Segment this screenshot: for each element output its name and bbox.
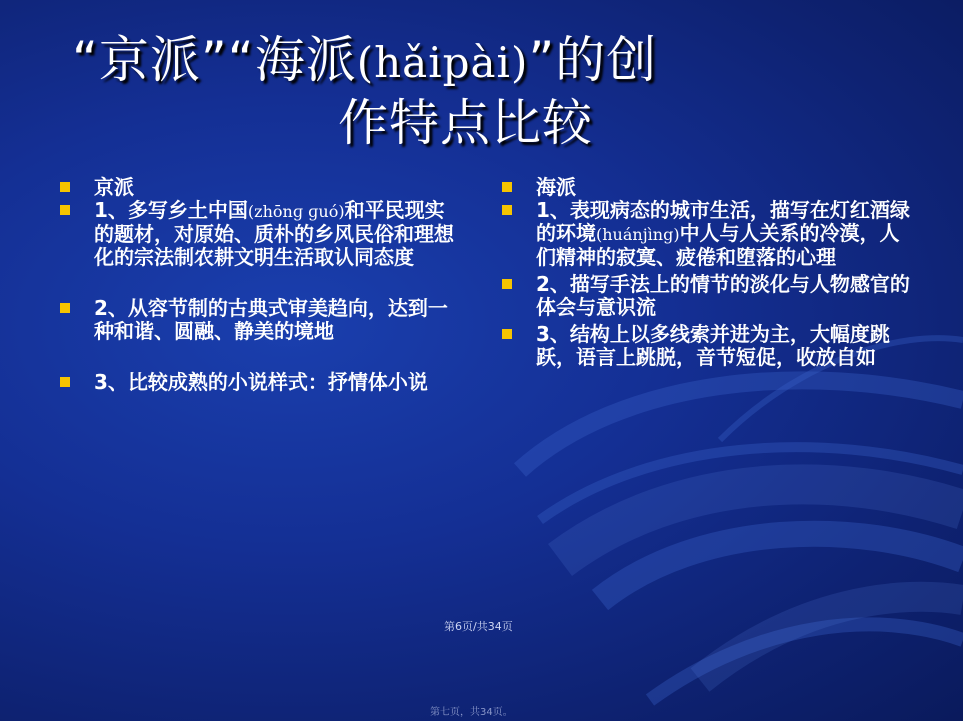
square-bullet-icon	[60, 377, 70, 387]
list-item-text: 3、比较成熟的小说样式：抒情体小说	[94, 370, 428, 394]
page-number-bottom: 第七页，共34页。	[430, 707, 513, 718]
list-item	[58, 199, 458, 269]
pinyin-annotation: (zhōnɡ ɡuó)	[247, 202, 345, 221]
list-item	[500, 176, 910, 199]
list-item	[500, 199, 910, 269]
square-bullet-icon	[502, 329, 512, 339]
list-item-text: 海派	[536, 175, 576, 199]
title-line-1	[60, 30, 780, 93]
title-text-suffix: ”的创	[528, 31, 658, 89]
square-bullet-icon	[502, 182, 512, 192]
square-bullet-icon	[60, 182, 70, 192]
list-item-text: 和平民现实的题材，对原始、质朴的乡风民俗和理想化的宗法制农耕文明生活取认同态度	[94, 198, 454, 269]
list-item	[58, 297, 458, 343]
list-item-text: 2、描写手法上的情节的淡化与人物感官的体会与意识流	[536, 272, 910, 319]
list-item	[58, 176, 458, 199]
list-item-text: 1、多写乡土中国	[94, 198, 248, 222]
list-item	[58, 371, 458, 394]
title-line-2: 作特点比较	[338, 94, 593, 152]
list-item	[500, 323, 910, 369]
right-column-haipai	[500, 176, 910, 369]
square-bullet-icon	[60, 303, 70, 313]
pinyin-annotation: (huánjìng)	[596, 225, 680, 244]
list-item-text: 1、表现病态的城市生活，描写在灯红酒绿的环境	[536, 198, 910, 245]
list-item-text: 2、从容节制的古典式审美趋向，达到一种和谐、圆融、静美的境地	[94, 296, 448, 343]
list-item	[500, 273, 910, 319]
list-item-text: 3、结构上以多线索并进为主，大幅度跳跃，语言上跳脱，音节短促，收放自如	[536, 322, 890, 369]
page-number: 第6页/共34页	[444, 620, 513, 633]
square-bullet-icon	[502, 205, 512, 215]
title-text: “京派”“海派	[72, 31, 357, 89]
square-bullet-icon	[60, 205, 70, 215]
slide-title	[60, 30, 780, 153]
list-item-text: 中人与人关系的冷漠，人们精神的寂寞、疲倦和堕落的心理	[536, 221, 900, 269]
square-bullet-icon	[502, 279, 512, 289]
list-item-text: 京派	[94, 175, 134, 199]
left-column-jingpai	[58, 176, 458, 394]
title-pinyin: (hǎipài)	[356, 38, 529, 87]
